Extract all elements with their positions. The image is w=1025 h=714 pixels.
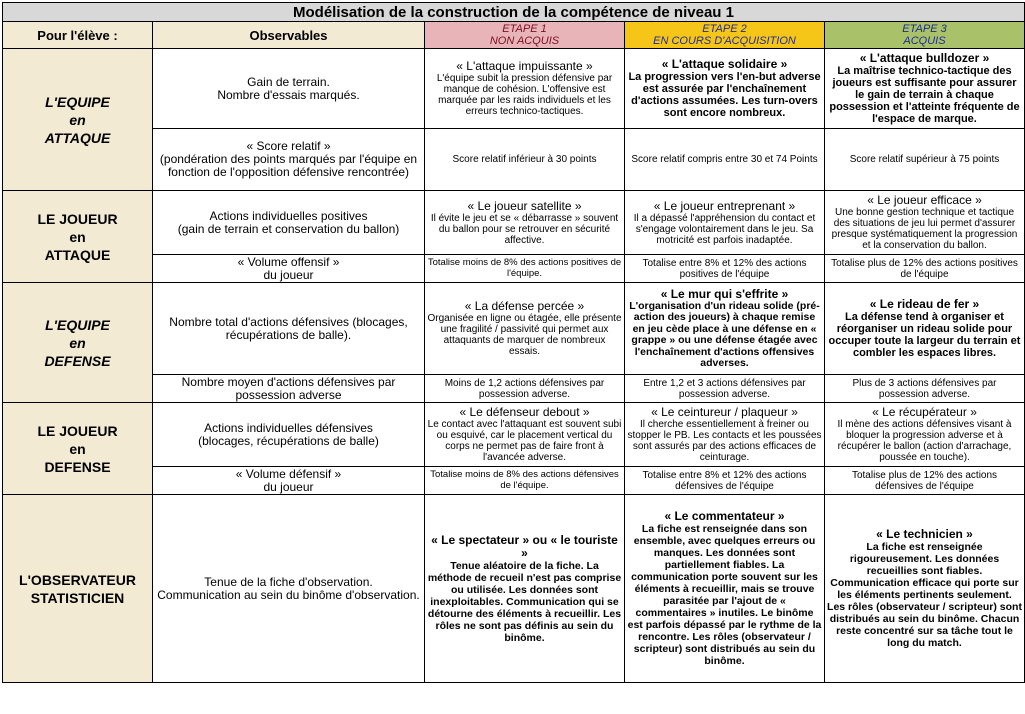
descriptor-text: Il cherche essentiellement à freiner ou stopper le PB. Les contacts et les poussées sont assurés par des actions efficaces de ceinturage. <box>627 419 822 463</box>
descriptor-title: « L'attaque impuissante » <box>456 59 593 73</box>
stage-3-cell: Totalise plus de 12% des actions positives de l'équipe <box>825 255 1025 283</box>
row-label-line: LE JOUEUR <box>37 422 118 439</box>
observable-cell <box>153 255 425 283</box>
header-pour-eleve: Pour l'élève : <box>3 22 153 49</box>
descriptor-title: « Le joueur efficace » <box>867 193 982 207</box>
header-etape-1 <box>425 22 625 49</box>
stage-2-cell: Entre 1,2 et 3 actions défensives par possession adverse. <box>625 375 825 403</box>
row-label-line: L'OBSERVATEUR <box>19 571 136 588</box>
descriptor-title: « Le ceintureur / plaqueur » <box>651 405 798 419</box>
observable-text: (blocages, récupérations de balle) <box>198 433 379 448</box>
stage-3-cell: Score relatif supérieur à 75 points <box>825 129 1025 191</box>
stage-1-cell: Totalise moins de 8% des actions défensives de l'équipe. <box>425 467 625 495</box>
observable-cell <box>153 467 425 495</box>
stage-1-cell <box>425 191 625 255</box>
row-label-line: en <box>69 111 86 128</box>
stage-1-cell <box>425 403 625 467</box>
stage-1-cell: Score relatif inférieur à 30 points <box>425 129 625 191</box>
stage-1-cell <box>425 49 625 129</box>
stage-2-cell <box>625 49 825 129</box>
descriptor-title: « Le rideau de fer » <box>869 297 980 311</box>
stage-1-cell: Totalise moins de 8% des actions positives de l'équipe. <box>425 255 625 283</box>
stage-2-cell: Score relatif compris entre 30 et 74 Points <box>625 129 825 191</box>
row-label-line: L'EQUIPE <box>45 316 110 333</box>
descriptor-title: « Le joueur entreprenant » <box>653 198 796 213</box>
stage-3-cell: Totalise plus de 12% des actions défensives de l'équipe <box>825 467 1025 495</box>
stage-2-cell: Totalise entre 8% et 12% des actions positives de l'équipe <box>625 255 825 283</box>
observable-cell <box>153 191 425 255</box>
etape-1-status: NON ACQUIS <box>489 35 560 47</box>
stage-3-cell <box>825 403 1025 467</box>
row-header-observateur <box>3 495 153 683</box>
observable-text: du joueur <box>263 479 314 494</box>
descriptor-text: Il mène des actions défensives visant à bloquer la progression adverse et à récupérer le ballon (action d'arrachage, poussée en touche). <box>837 419 1012 463</box>
row-label-line: DEFENSE <box>44 458 111 475</box>
observable-text: (pondération des points marqués par l'équipe en fonction de l'opposition défensive rencontrée) <box>159 152 418 179</box>
descriptor-text: La progression vers l'en-but adverse est assurée par l'enchaînement d'actions assumées. Les turn-overs sont encore nombreux. <box>628 71 821 119</box>
observable-text: Communication au sein du binôme d'observation. <box>157 587 420 602</box>
header-etape-2 <box>625 22 825 49</box>
etape-3-status: ACQUIS <box>903 35 946 47</box>
row-header-joueur-defense <box>3 403 153 495</box>
stage-3-cell <box>825 191 1025 255</box>
observable-cell: Nombre moyen d'actions défensives par possession adverse <box>153 375 425 403</box>
row-label-line: ATTAQUE <box>44 129 111 146</box>
header-observables: Observables <box>153 22 425 49</box>
row-label-line: STATISTICIEN <box>30 589 125 606</box>
descriptor-text: Il évite le jeu et se « débarrasse » souvent du ballon pour se retrouver en sécurité affective. <box>430 212 619 246</box>
observable-text: « Volume offensif » <box>237 254 340 269</box>
observable-text: « Volume défensif » <box>235 466 342 481</box>
competence-table <box>2 2 1025 683</box>
row-header-equipe-defense <box>3 283 153 403</box>
observable-cell <box>153 495 425 683</box>
stage-1-cell <box>425 495 625 683</box>
row-label-line: LE JOUEUR <box>37 210 118 227</box>
descriptor-title: « Le mur qui s'effrite » <box>660 286 789 301</box>
etape-2-label: ETAPE 2 <box>702 23 747 35</box>
row-label-line: DEFENSE <box>44 352 111 369</box>
observable-text: du joueur <box>263 267 314 282</box>
descriptor-title: « Le commentateur » <box>664 509 785 523</box>
etape-2-status: EN COURS D'ACQUISITION <box>653 35 796 47</box>
stage-2-cell <box>625 283 825 375</box>
observable-text: Nombre d'essais marqués. <box>217 87 360 102</box>
row-label-line: en <box>69 334 86 351</box>
stage-2-cell <box>625 191 825 255</box>
descriptor-text: Organisée en ligne ou étagée, elle présente une fragilité / passivité qui permet aux attaquants de marquer de nombreux essais. <box>427 313 622 357</box>
etape-3-label: ETAPE 3 <box>902 23 947 35</box>
row-header-joueur-attaque <box>3 191 153 283</box>
header-etape-3 <box>825 22 1025 49</box>
descriptor-text: L'équipe subit la pression défensive par manque de cohésion. L'offensive est marquée par les raids individuels et les erreurs technico-tactiques. <box>436 73 613 117</box>
stage-1-cell: Moins de 1,2 actions défensives par possession adverse. <box>425 375 625 403</box>
descriptor-text: Il a dépassé l'appréhension du contact et s'engage volontairement dans le jeu. Sa motricité est parfois inadaptée. <box>633 212 816 246</box>
descriptor-title: « Le récupérateur » <box>872 405 977 419</box>
observable-text: Actions individuelles positives <box>209 208 368 223</box>
observable-cell <box>153 403 425 467</box>
row-label-line: ATTAQUE <box>44 246 111 263</box>
descriptor-text: Le contact avec l'attaquant est souvent subi ou esquivé, car le placement vertical du corps ne permet pas de faire front à l'avancée adverse. <box>427 419 622 463</box>
observable-text: Tenue de la fiche d'observation. <box>204 574 373 589</box>
stage-3-cell: Plus de 3 actions défensives par possession adverse. <box>825 375 1025 403</box>
descriptor-text: La défense tend à organiser et réorganiser un rideau solide pour occuper toute la largeur du terrain et combler les espaces libres. <box>828 311 1021 359</box>
descriptor-title: « Le spectateur » ou « le touriste » <box>431 532 618 560</box>
descriptor-text: La maîtrise technico-tactique des joueurs est suffisante pour assurer le gain de terrain à chaque possession et l'atteinte fréquente de l'espace de marque. <box>829 65 1020 125</box>
descriptor-text: Tenue aléatoire de la fiche. La méthode de recueil n'est pas comprise ou utilisée. Les données sont inexploitables. Communication qui se détourne des éléments à recueillir. Les rôles ne sont pas définis au sein du binôme. <box>427 559 622 644</box>
descriptor-title: « Le joueur satellite » <box>467 198 582 213</box>
descriptor-title: « Le défenseur debout » <box>459 405 590 419</box>
stage-3-cell <box>825 283 1025 375</box>
observable-cell <box>153 129 425 191</box>
observable-text: « Score relatif » <box>246 139 331 153</box>
descriptor-text: Une bonne gestion technique et tactique des situations de jeu lui permet d'assurer presque systématiquement la progression et la conservation du ballon. <box>831 207 1018 251</box>
descriptor-text: La fiche est renseignée rigoureusement. Les données recueillies sont fiables. Communication efficace qui porte sur les éléments pertinents seulement. Les rôles (observateur / scripteur) sont distribués au sein du binôme. Chacun reste concentré sur sa tâche tout le long du match. <box>827 541 1022 649</box>
etape-1-label: ETAPE 1 <box>502 23 547 35</box>
row-label-line: en <box>69 440 86 457</box>
descriptor-text: La fiche est renseignée dans son ensemble, avec quelques erreurs ou manques. Les données sont partiellement fiables. La communication porte souvent sur les éléments à recueillir, mais se trouve parasitée par l'ajout de « commentaires » inutiles. Le binôme est parfois dépassé par le rythme de la rencontre. Les rôles (observateur / scripteur) sont distribués au sein du binôme. <box>627 523 822 667</box>
observable-cell <box>153 49 425 129</box>
stage-2-cell <box>625 495 825 683</box>
observable-text: (gain de terrain et conservation du ballon) <box>177 221 400 236</box>
stage-1-cell <box>425 283 625 375</box>
stage-3-cell <box>825 495 1025 683</box>
stage-2-cell: Totalise entre 8% et 12% des actions défensives de l'équipe <box>625 467 825 495</box>
row-header-equipe-attaque <box>3 49 153 191</box>
descriptor-title: « La défense percée » <box>464 299 585 313</box>
observable-cell: Nombre total d'actions défensives (blocages, récupérations de balle). <box>153 283 425 375</box>
observable-text: Actions individuelles défensives <box>204 420 373 435</box>
stage-2-cell <box>625 403 825 467</box>
observable-text: Gain de terrain. <box>247 74 330 89</box>
descriptor-title: « Le technicien » <box>876 527 973 541</box>
row-label-line: en <box>69 228 86 245</box>
descriptor-title: « L'attaque solidaire » <box>661 57 788 71</box>
descriptor-title: « L'attaque bulldozer » <box>859 51 990 65</box>
stage-3-cell <box>825 49 1025 129</box>
descriptor-text: L'organisation d'un rideau solide (pré-action des joueurs) à chaque remise en jeu cède place à une défense en « grappe » ou une défense étagée avec l'enchaînement d'actions offensives adverses. <box>629 299 820 369</box>
row-label-line: L'EQUIPE <box>45 93 110 110</box>
table-title: Modélisation de la construction de la compétence de niveau 1 <box>3 3 1025 22</box>
